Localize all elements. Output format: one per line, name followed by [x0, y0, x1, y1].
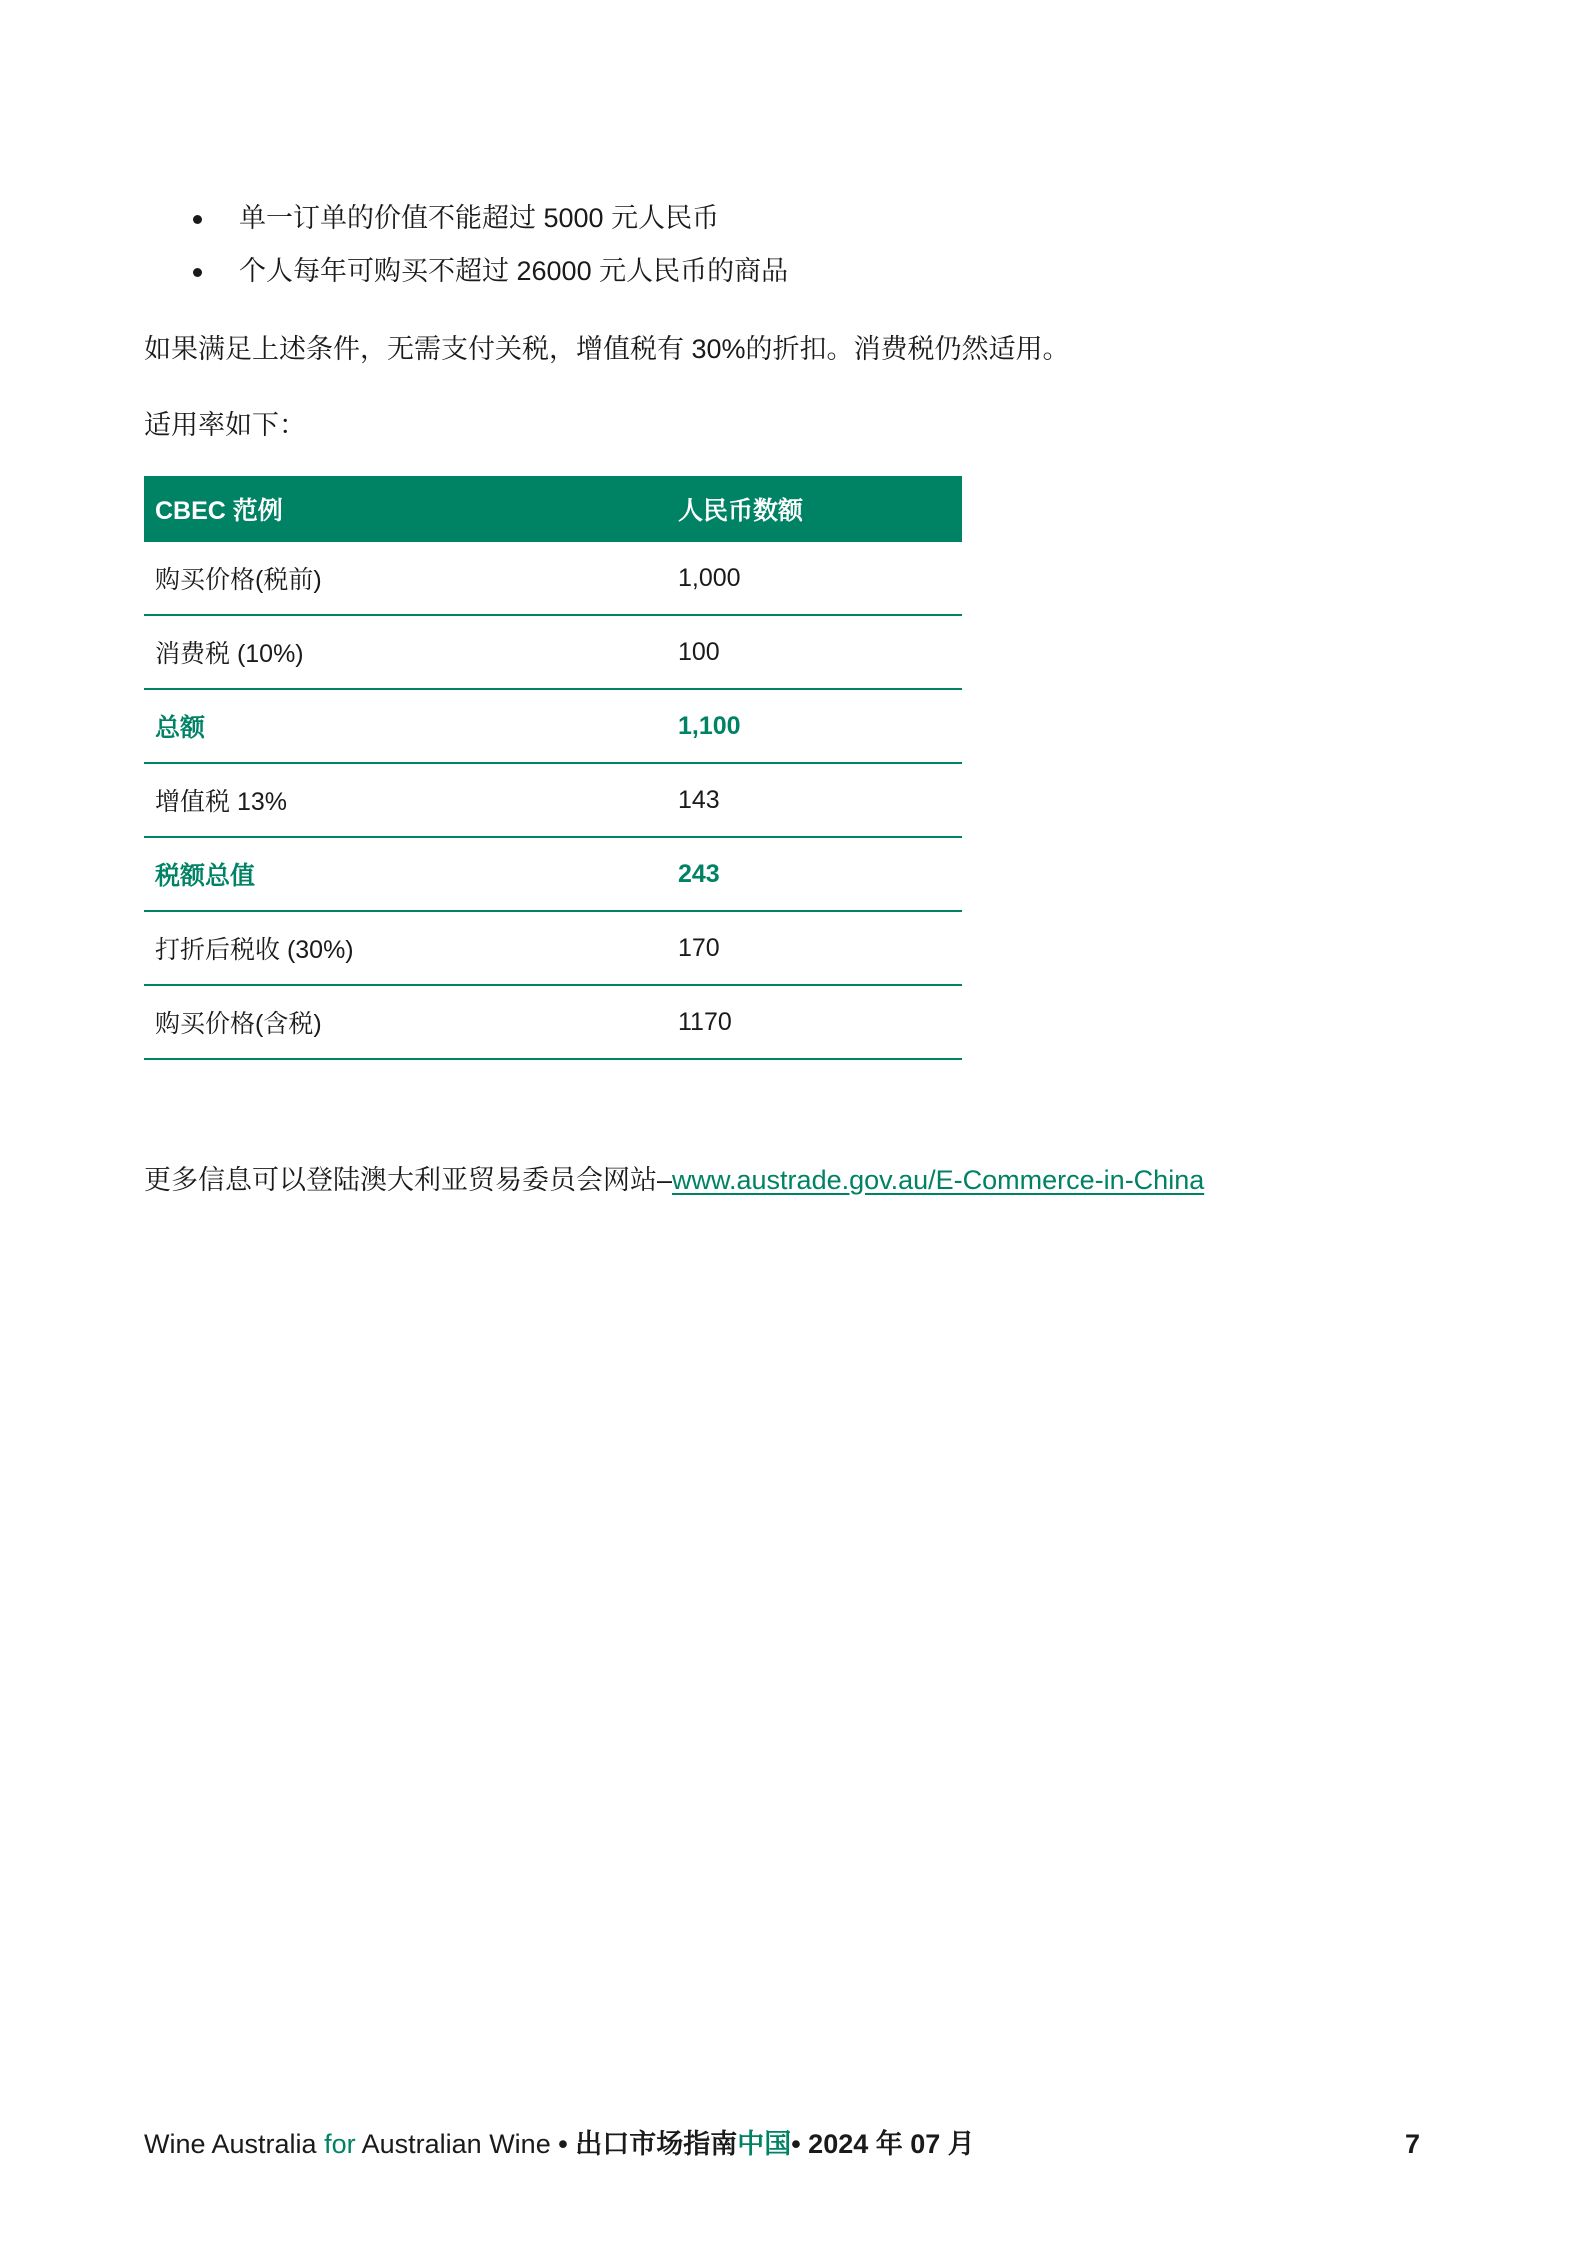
bullet-dot	[193, 215, 202, 224]
row-label: 消费税 (10%)	[144, 615, 678, 689]
footer-separator: •	[791, 2129, 801, 2159]
footer-wine-australia: Wine Australia	[144, 2129, 317, 2159]
footer-china: 中国	[737, 2129, 792, 2159]
footer	[144, 2126, 975, 2162]
bullet-item: 单一订单的价值不能超过 5000 元人民币	[239, 203, 720, 233]
conditions-paragraph: 如果满足上述条件，无需支付关税，增值税有 30%的折扣。消费税仍然适用。	[144, 334, 1070, 364]
row-label: 打折后税收 (30%)	[144, 911, 678, 985]
table-row-tax-total	[144, 837, 962, 911]
table-header-row	[144, 476, 962, 542]
row-value: 100	[678, 615, 962, 689]
more-info-text: 更多信息可以登陆澳大利亚贸易委员会网站–	[144, 1165, 673, 1195]
table-header-example: CBEC 范例	[144, 476, 678, 542]
table-row	[144, 542, 962, 615]
row-label: 总额	[144, 689, 678, 763]
austrade-link[interactable]: www.austrade.gov.au/E-Commerce-in-China	[672, 1165, 1205, 1195]
bullet-dot	[193, 268, 202, 277]
cbec-example-table	[144, 476, 962, 1060]
table-row	[144, 985, 962, 1059]
row-value: 143	[678, 763, 962, 837]
table-row	[144, 763, 962, 837]
row-label: 增值税 13%	[144, 763, 678, 837]
table-row	[144, 911, 962, 985]
footer-separator: •	[558, 2129, 568, 2159]
page-number: 7	[1405, 2129, 1421, 2159]
row-value: 170	[678, 911, 962, 985]
row-label: 购买价格(税前)	[144, 542, 678, 615]
table-row-total	[144, 689, 962, 763]
bullet-item: 个人每年可购买不超过 26000 元人民币的商品	[239, 256, 789, 286]
footer-date: 2024 年 07 月	[808, 2129, 975, 2159]
footer-guide: 出口市场指南	[575, 2129, 738, 2159]
table-header-amount: 人民币数额	[678, 476, 962, 542]
row-value: 1,100	[678, 689, 962, 763]
row-label: 税额总值	[144, 837, 678, 911]
row-label: 购买价格(含税)	[144, 985, 678, 1059]
footer-for: for	[324, 2129, 356, 2159]
row-value: 243	[678, 837, 962, 911]
footer-australian-wine: Australian Wine	[361, 2129, 551, 2159]
row-value: 1170	[678, 985, 962, 1059]
rates-intro: 适用率如下：	[144, 410, 306, 440]
table-row	[144, 615, 962, 689]
row-value: 1,000	[678, 542, 962, 615]
more-info-line	[144, 1162, 1204, 1198]
